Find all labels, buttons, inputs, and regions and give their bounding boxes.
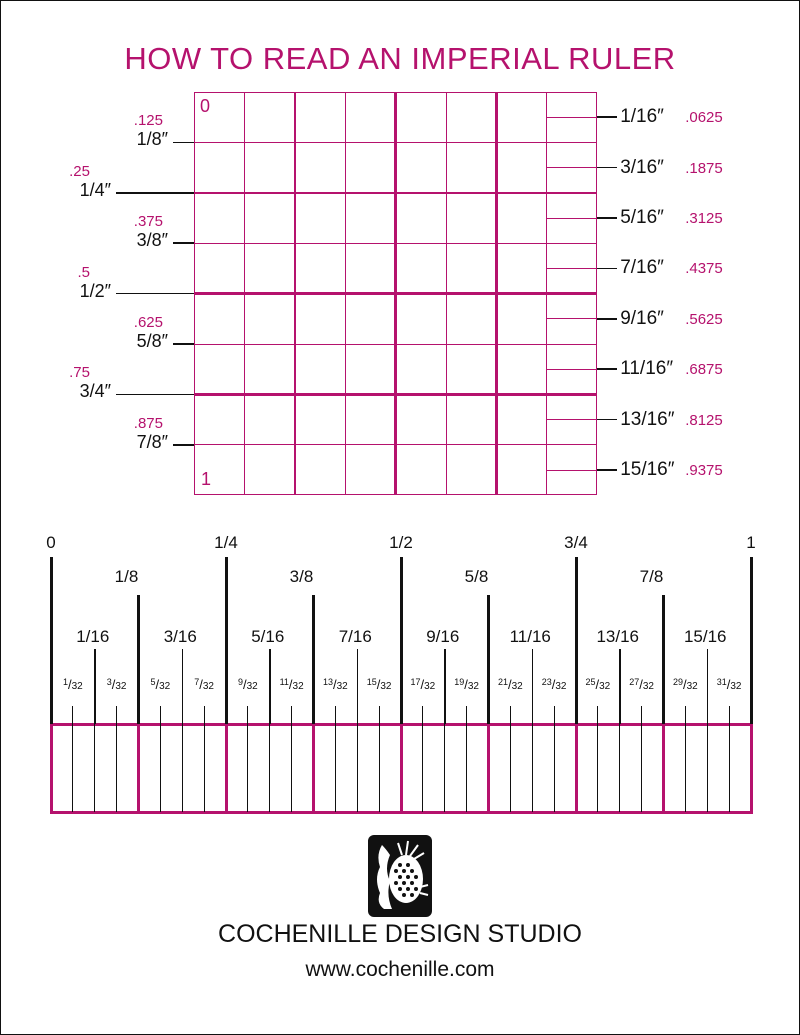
ruler-eighth-label: 3/8	[289, 567, 314, 586]
grid-start-label: 0	[200, 96, 211, 116]
ruler-sixteenth-label: 13/16	[596, 627, 640, 646]
ruler-inner-line	[444, 724, 445, 812]
grid-sixteenth-fraction: 5/16″	[620, 207, 664, 228]
ruler-sixteenth-label: 7/16	[338, 627, 372, 646]
grid-eighth-leader	[116, 394, 194, 396]
ruler-thirtysecond-tick	[335, 706, 336, 724]
grid-hline	[194, 292, 597, 295]
ruler-inner-line	[662, 724, 665, 812]
ruler-eighth-tick	[662, 595, 665, 724]
grid-eighth-decimal: .25	[69, 162, 90, 180]
grid-sixteenth-leader	[597, 469, 617, 471]
ruler-sixteenth-label: 9/16	[426, 627, 460, 646]
ruler-quarter-tick	[750, 557, 753, 724]
grid-sixteenth-line	[547, 167, 597, 168]
grid-sixteenth-line	[547, 268, 597, 269]
ruler-sixteenth-tick	[269, 649, 271, 724]
grid-sixteenth-line	[547, 218, 597, 219]
ruler-thirtysecond-tick	[729, 706, 730, 724]
ruler-quarter-label: 1/2	[389, 533, 413, 552]
ruler-thirtysecond-tick	[510, 706, 511, 724]
grid-sixteenth-fraction: 1/16″	[620, 106, 664, 128]
ruler-inner-line	[137, 724, 140, 812]
page-title: HOW TO READ AN IMPERIAL RULER	[124, 41, 676, 76]
ruler-sixteenth-tick	[619, 649, 621, 724]
ruler-sixteenth-tick	[532, 649, 534, 724]
grid-hline	[194, 393, 597, 396]
ruler-thirtysecond-tick	[160, 706, 161, 724]
ruler-eighth-label: 7/8	[639, 567, 664, 586]
ruler-thirtysecond-label: $^{21}$/32	[497, 677, 523, 692]
pineapple-logo-icon	[368, 835, 432, 917]
ruler-inner-line	[379, 724, 380, 812]
ruler-inner-line	[619, 724, 620, 812]
grid-eighth-leader	[173, 444, 194, 446]
ruler-quarter-tick	[400, 557, 403, 724]
ruler-sixteenth-tick	[357, 649, 359, 724]
ruler-inner-line	[510, 724, 511, 812]
ruler-thirtysecond-label: $^{11}$/32	[279, 677, 304, 692]
ruler-thirtysecond-label: $^1$/32	[62, 677, 83, 692]
ruler-inner-line	[182, 724, 183, 812]
grid-eighth-decimal: .125	[133, 112, 163, 130]
ruler-inner-line	[466, 724, 467, 812]
ruler-inner-line	[269, 724, 270, 812]
ruler-eighth-tick	[312, 595, 315, 724]
grid-sixteenth-decimal: .9375	[685, 462, 723, 479]
ruler-sixteenth-tick	[182, 649, 184, 724]
ruler-inner-line	[597, 724, 598, 812]
grid-sixteenth-decimal: .4375	[685, 260, 723, 278]
ruler-inner-line	[225, 724, 228, 812]
grid-sixteenth-line	[547, 419, 597, 420]
grid-vline	[495, 92, 498, 495]
ruler-thirtysecond-tick	[204, 706, 205, 724]
ruler-thirtysecond-tick	[422, 706, 423, 724]
grid-eighth-fraction: 1/4″	[79, 179, 111, 200]
ruler-sixteenth-label: 11/16	[509, 627, 551, 646]
ruler-inner-line	[291, 724, 292, 812]
ruler-thirtysecond-label: $^9$/32	[237, 677, 258, 692]
ruler-quarter-tick	[50, 557, 53, 724]
ruler-thirtysecond-tick	[641, 706, 642, 724]
grid-sixteenth-leader	[597, 217, 617, 219]
grid-sixteenth-fraction: 3/16″	[620, 156, 664, 178]
ruler-inner-line	[160, 724, 161, 812]
ruler-inner-line	[707, 724, 708, 812]
ruler-sixteenth-tick	[94, 649, 96, 724]
grid-eighth-decimal: .75	[69, 364, 90, 382]
ruler-eighth-tick	[137, 595, 140, 724]
grid-sixteenth-leader	[597, 268, 617, 270]
ruler-sixteenth-label: 1/16	[76, 627, 110, 646]
ruler-thirtysecond-label: $^{29}$/32	[672, 677, 698, 692]
ruler-thirtysecond-label: $^{13}$/32	[322, 677, 348, 692]
grid-eighth-fraction: 1/2″	[79, 280, 111, 301]
ruler-sixteenth-label: 5/16	[251, 627, 285, 646]
ruler-inner-line	[554, 724, 555, 812]
ruler-thirtysecond-label: $^{27}$/32	[629, 677, 654, 692]
ruler-quarter-label: 1/4	[214, 533, 238, 552]
grid-sixteenth-line	[547, 470, 597, 471]
grid-sixteenth-fraction: 15/16″	[620, 459, 675, 480]
grid-sixteenth-decimal: .8125	[685, 411, 723, 429]
grid-eighth-leader	[173, 343, 194, 345]
ruler-thirtysecond-tick	[72, 706, 73, 724]
grid-sixteenth-decimal: .1875	[685, 159, 723, 177]
grid-sixteenth-leader	[597, 167, 617, 169]
ruler-inner-line	[641, 724, 642, 812]
ruler-thirtysecond-tick	[291, 706, 292, 724]
grid-eighth-fraction: 3/4″	[79, 381, 111, 402]
ruler-quarter-label: 3/4	[564, 533, 588, 552]
ruler-thirtysecond-tick	[685, 706, 686, 724]
grid-sixteenth-decimal: .5625	[685, 310, 723, 328]
grid-sixteenth-decimal: .0625	[685, 109, 723, 127]
ruler-thirtysecond-tick	[554, 706, 555, 724]
ruler-inner-line	[487, 724, 490, 812]
ruler-quarter-tick	[225, 557, 228, 724]
grid-sixteenth-line	[547, 117, 597, 118]
ruler-inner-line	[357, 724, 358, 812]
grid-end-label: 1	[201, 469, 212, 490]
ruler-inner-line	[335, 724, 336, 812]
grid-eighth-decimal: .5	[77, 263, 90, 281]
ruler-inner-line	[729, 724, 730, 812]
ruler-inner-line	[532, 724, 533, 812]
ruler-inner-line	[312, 724, 315, 812]
grid-sixteenth-decimal: .3125	[685, 210, 723, 227]
grid-sixteenth-leader	[597, 368, 617, 370]
ruler-inner-line	[116, 724, 117, 812]
brand-name: COCHENILLE DESIGN STUDIO	[218, 920, 582, 948]
ruler-quarter-label: 1	[746, 533, 756, 552]
grid-eighth-fraction: 3/8″	[136, 230, 168, 251]
ruler-inner-line	[400, 724, 403, 812]
ruler-inner-line	[204, 724, 205, 812]
grid-eighth-leader	[116, 192, 194, 194]
website-link[interactable]: www.cochenille.com	[305, 958, 495, 981]
grid-sixteenth-fraction: 7/16″	[620, 257, 664, 279]
ruler-inner-line	[94, 724, 95, 812]
ruler-thirtysecond-tick	[247, 706, 248, 724]
ruler-sixteenth-label: 3/16	[163, 627, 197, 646]
ruler-thirtysecond-label: $^{19}$/32	[454, 677, 479, 692]
ruler-sixteenth-label: 15/16	[683, 627, 727, 646]
ruler-thirtysecond-tick	[379, 706, 380, 724]
ruler-quarter-tick	[575, 557, 578, 724]
ruler-thirtysecond-tick	[116, 706, 117, 724]
ruler-thirtysecond-label: $^{17}$/32	[410, 677, 436, 692]
grid-eighth-fraction: 1/8″	[136, 129, 168, 150]
grid-eighth-decimal: .625	[133, 314, 163, 331]
grid-vline	[446, 92, 447, 495]
ruler-eighth-label: 5/8	[464, 567, 489, 586]
grid-vline	[546, 92, 547, 495]
ruler-thirtysecond-tick	[597, 706, 598, 724]
grid-sixteenth-decimal: .6875	[685, 361, 723, 379]
grid-sixteenth-fraction: 9/16″	[620, 307, 664, 329]
ruler-inner-line	[247, 724, 248, 812]
grid-eighth-leader	[173, 142, 194, 144]
grid-eighth-decimal: .875	[133, 414, 163, 432]
ruler-thirtysecond-label: $^7$/32	[194, 677, 214, 692]
grid-eighth-fraction: 7/8″	[136, 431, 168, 452]
ruler-thirtysecond-label: $^{31}$/32	[716, 677, 742, 692]
grid-eighth-fraction: 5/8″	[136, 331, 168, 351]
ruler-sixteenth-tick	[444, 649, 446, 724]
grid-sixteenth-fraction: 11/16″	[620, 358, 674, 380]
grid-sixteenth-leader	[597, 419, 617, 421]
grid-sixteenth-leader	[597, 116, 617, 118]
grid-hline	[194, 344, 597, 345]
ruler-inner-line	[72, 724, 73, 812]
ruler-thirtysecond-label: $^{23}$/32	[541, 677, 567, 692]
ruler-thirtysecond-label: $^{25}$/32	[585, 677, 611, 692]
grid-sixteenth-line	[547, 369, 597, 370]
ruler-thirtysecond-label: $^{15}$/32	[366, 677, 392, 692]
ruler-eighth-tick	[487, 595, 490, 724]
ruler-inner-line	[422, 724, 423, 812]
grid-sixteenth-fraction: 13/16″	[620, 408, 675, 430]
ruler-inner-line	[685, 724, 686, 812]
grid-sixteenth-line	[547, 318, 597, 319]
grid-eighth-leader	[116, 293, 194, 295]
ruler-thirtysecond-tick	[466, 706, 467, 724]
ruler-sixteenth-tick	[707, 649, 709, 724]
grid-eighth-decimal: .375	[133, 213, 163, 231]
grid-sixteenth-leader	[597, 318, 617, 320]
grid-hline	[194, 444, 597, 445]
ruler-quarter-label: 0	[46, 533, 56, 552]
ruler-thirtysecond-label: $^3$/32	[106, 677, 127, 692]
ruler-eighth-label: 1/8	[114, 567, 139, 586]
ruler-inner-line	[575, 724, 578, 812]
grid-eighth-leader	[173, 242, 194, 244]
ruler-thirtysecond-label: $^5$/32	[150, 677, 171, 692]
